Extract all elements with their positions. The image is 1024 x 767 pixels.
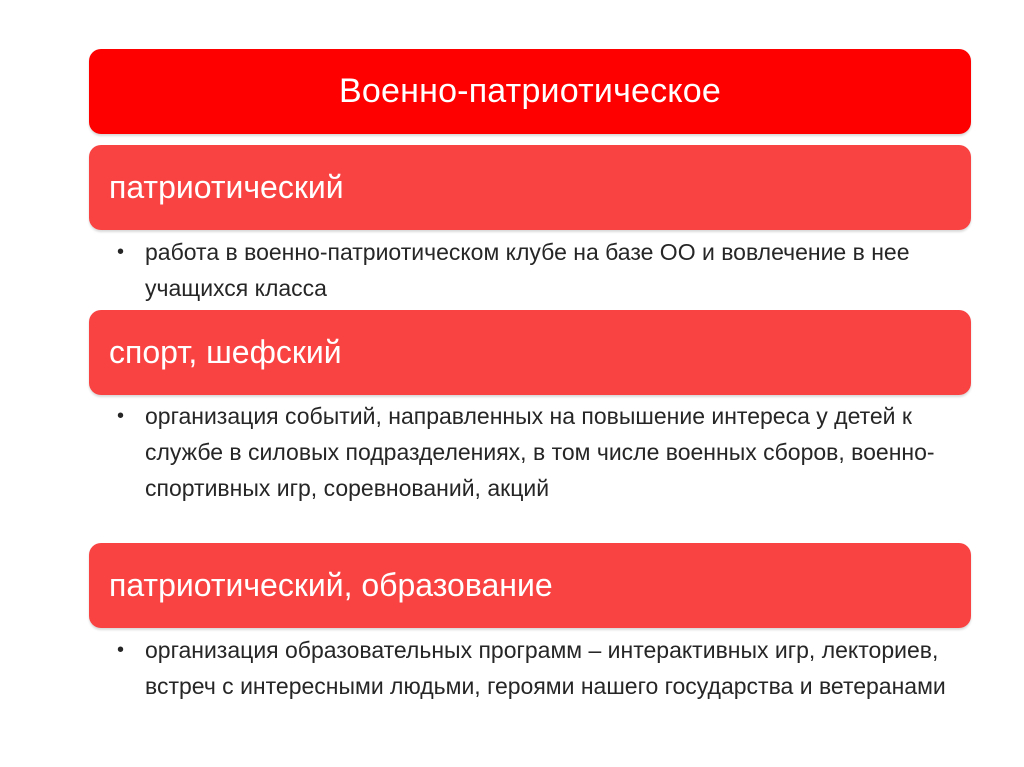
bullet-icon: • [117,241,125,263]
bullet-text: работа в военно-патриотическом клубе на базе ОО и вовлечение в нее учащихся класса [145,239,910,301]
section-bar-patriotic [89,145,971,230]
section-bar-education [89,543,971,628]
title-bar [89,49,971,134]
section-label: спорт, шефский [109,334,342,370]
bullet-text: организация образовательных программ – интерактивных игр, лекториев, встреч с интересными людьми, героями нашего государства и ветеранами [145,637,946,699]
bullet-item [117,398,947,506]
bullet-icon: • [117,639,125,661]
section-label: патриотический, образование [109,567,553,603]
bullet-item [117,632,947,704]
slide-title: Военно-патриотическое [339,72,721,110]
section-bar-sport [89,310,971,395]
bullet-item [117,234,947,306]
bullet-icon: • [117,405,125,427]
bullet-text: организация событий, направленных на повышение интереса у детей к службе в силовых подразделениях, в том числе военных сборов, военно-спортивных игр, соревнований, акций [145,403,935,501]
section-label: патриотический [109,169,344,205]
